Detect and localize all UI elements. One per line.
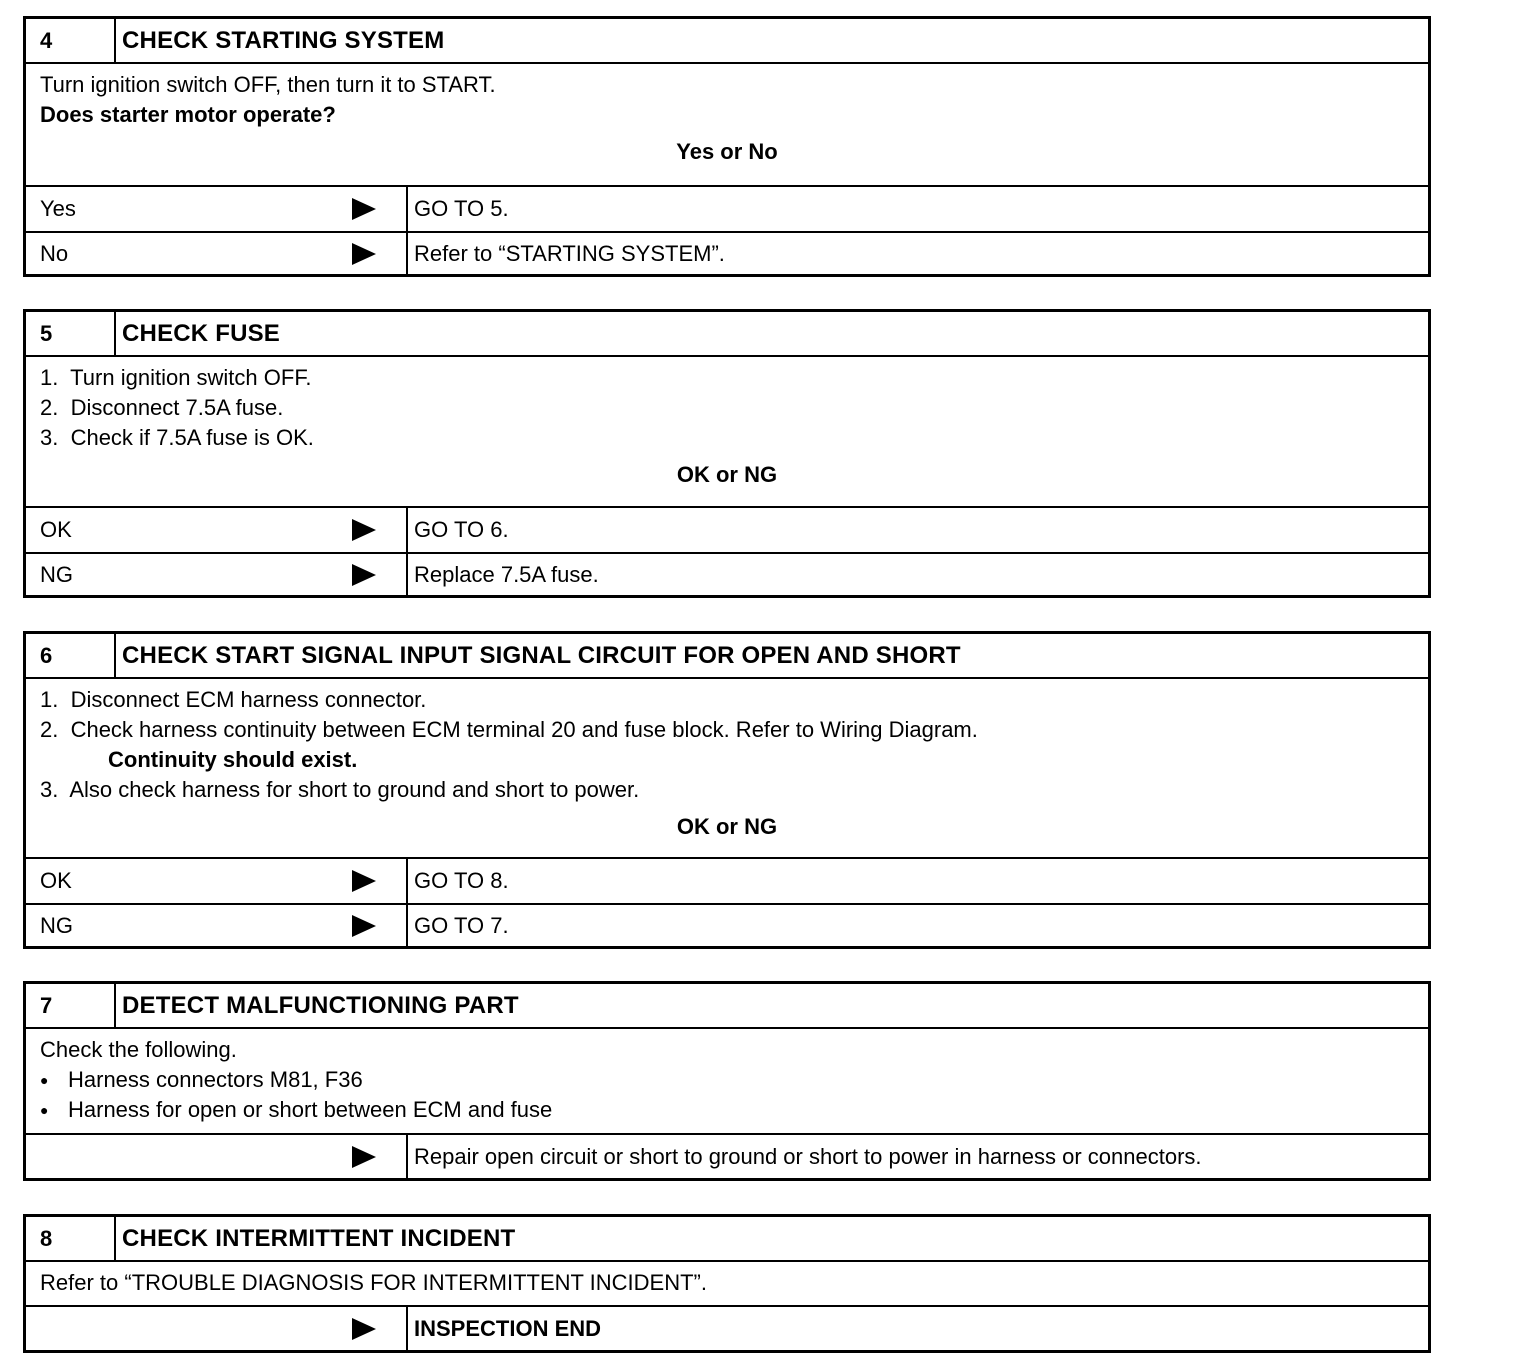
result-question: OK or NG	[676, 814, 778, 839]
result-action: INSPECTION END	[414, 1316, 602, 1341]
instruction-note: Continuity should exist.	[108, 747, 358, 772]
arrow-right-icon	[352, 1146, 376, 1168]
result-row	[26, 1307, 1428, 1351]
result-action: Refer to “STARTING SYSTEM”.	[414, 241, 725, 266]
result-action: GO TO 5.	[414, 196, 509, 221]
step-number: 4	[26, 19, 116, 62]
instruction-line: 2. Check harness continuity between ECM terminal 20 and fuse block. Refer to Wiring Diagram.	[40, 717, 978, 742]
arrow-right-icon	[352, 870, 376, 892]
result-condition: Yes	[40, 196, 76, 221]
step-title: CHECK STARTING SYSTEM	[122, 26, 445, 54]
result-condition: OK	[40, 517, 72, 542]
result-row	[26, 508, 1428, 552]
instruction-line: Refer to “TROUBLE DIAGNOSIS FOR INTERMITTENT INCIDENT”.	[40, 1270, 707, 1295]
instruction-line: 2. Disconnect 7.5A fuse.	[40, 395, 284, 420]
bullet-text: Harness connectors M81, F36	[68, 1067, 363, 1092]
result-condition: NG	[40, 913, 73, 938]
step-number: 8	[26, 1217, 116, 1260]
result-row	[26, 187, 1428, 231]
instruction-line: 3. Check if 7.5A fuse is OK.	[40, 425, 314, 450]
arrow-right-icon	[352, 243, 376, 265]
step-number: 6	[26, 634, 116, 677]
result-action: GO TO 8.	[414, 868, 509, 893]
step-body	[26, 1262, 1428, 1307]
instruction-line: Turn ignition switch OFF, then turn it to START.	[40, 72, 496, 97]
instruction-line: 1. Disconnect ECM harness connector.	[40, 687, 427, 712]
result-question: Yes or No	[676, 139, 778, 164]
step-body	[26, 679, 1428, 859]
step-body	[26, 1029, 1428, 1135]
step-6	[23, 631, 1431, 949]
bullet-item	[40, 1065, 1414, 1095]
instruction-line: Check the following.	[40, 1037, 237, 1062]
result-action: Repair open circuit or short to ground or short to power in harness or connectors.	[414, 1144, 1202, 1169]
result-row	[26, 1135, 1428, 1179]
step-7	[23, 981, 1431, 1181]
result-question: OK or NG	[676, 462, 778, 487]
arrow-right-icon	[352, 198, 376, 220]
result-row	[26, 231, 1428, 275]
step-number: 7	[26, 984, 116, 1027]
step-body	[26, 64, 1428, 187]
result-row	[26, 552, 1428, 596]
step-header	[26, 984, 1428, 1029]
result-condition: No	[40, 241, 69, 266]
step-header	[26, 1217, 1428, 1262]
step-5	[23, 309, 1431, 598]
step-header	[26, 634, 1428, 679]
result-row	[26, 903, 1428, 947]
result-row	[26, 859, 1428, 903]
arrow-right-icon	[352, 564, 376, 586]
step-title: DETECT MALFUNCTIONING PART	[122, 991, 519, 1019]
arrow-right-icon	[352, 519, 376, 541]
step-title: CHECK INTERMITTENT INCIDENT	[122, 1224, 516, 1252]
step-title: CHECK START SIGNAL INPUT SIGNAL CIRCUIT FOR OPEN AND SHORT	[122, 641, 961, 669]
result-action: GO TO 6.	[414, 517, 509, 542]
instruction-line: 3. Also check harness for short to ground and short to power.	[40, 777, 640, 802]
instruction-question: Does starter motor operate?	[40, 102, 336, 127]
step-title: CHECK FUSE	[122, 319, 281, 347]
arrow-right-icon	[352, 915, 376, 937]
step-number: 5	[26, 312, 116, 355]
step-8	[23, 1214, 1431, 1353]
bullet-item	[40, 1095, 1414, 1125]
step-header	[26, 312, 1428, 357]
result-condition: NG	[40, 562, 73, 587]
result-action: GO TO 7.	[414, 913, 509, 938]
bullet-text: Harness for open or short between ECM and fuse	[68, 1097, 553, 1122]
step-header	[26, 19, 1428, 64]
instruction-line: 1. Turn ignition switch OFF.	[40, 365, 312, 390]
step-4	[23, 16, 1431, 277]
result-action: Replace 7.5A fuse.	[414, 562, 599, 587]
result-condition: OK	[40, 868, 72, 893]
step-body	[26, 357, 1428, 508]
arrow-right-icon	[352, 1318, 376, 1340]
